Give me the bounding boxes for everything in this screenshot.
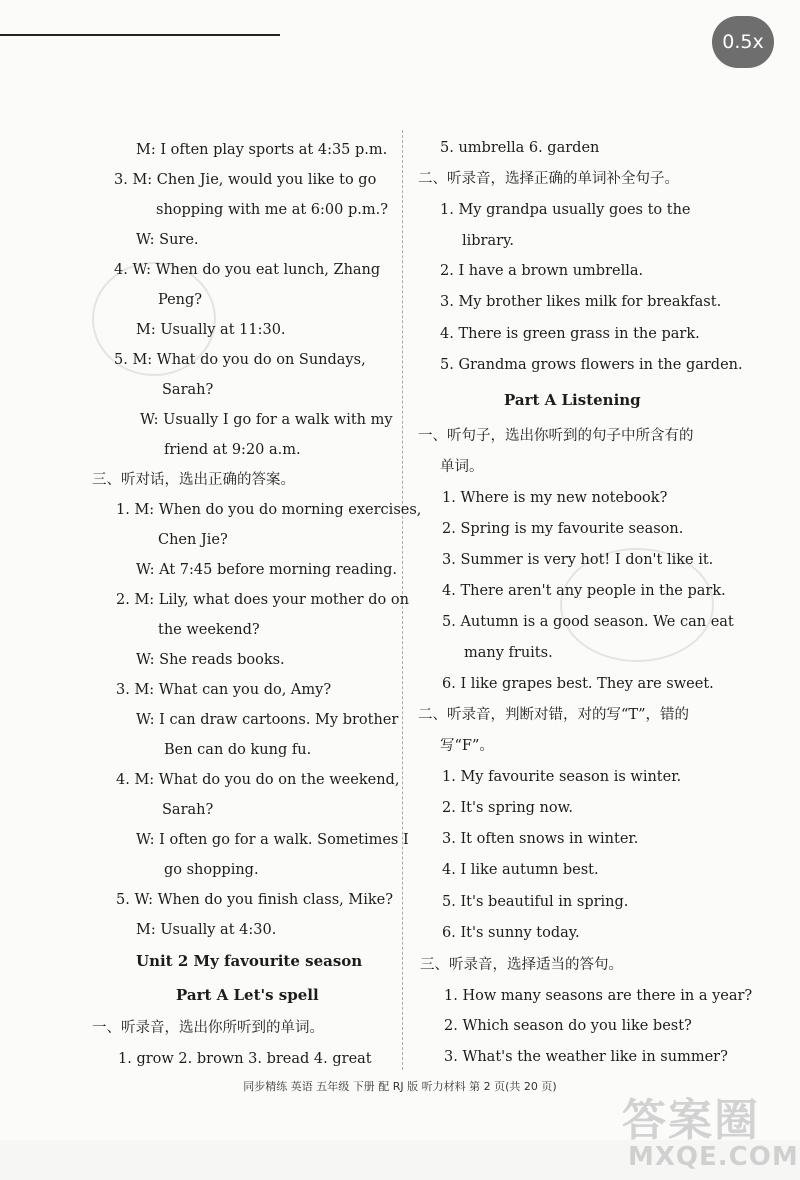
right-line: 3. What's the weather like in summer? xyxy=(444,1049,728,1065)
left-line: 4. W: When do you eat lunch, Zhang xyxy=(114,262,381,278)
section-heading: 三、听对话，选出正确的答案。 xyxy=(92,472,295,488)
left-line: M: I often play sports at 4:35 p.m. xyxy=(136,142,388,158)
right-line: 5. Autumn is a good season. We can eat xyxy=(442,614,734,630)
right-line: 5. Grandma grows flowers in the garden. xyxy=(440,357,743,373)
left-line: 2. M: Lily, what does your mother do on xyxy=(116,592,409,608)
left-line: the weekend? xyxy=(158,622,260,638)
left-line: 1. grow 2. brown 3. bread 4. great xyxy=(118,1051,372,1067)
left-line: Sarah? xyxy=(162,802,214,818)
left-line: Peng? xyxy=(158,292,203,308)
watermark-site: MXQE.COM xyxy=(628,1142,799,1172)
left-line: Sarah? xyxy=(162,382,214,398)
left-line: 3. M: Chen Jie, would you like to go xyxy=(114,172,377,188)
section-heading: 单词。 xyxy=(440,459,484,475)
left-line: 5. W: When do you finish class, Mike? xyxy=(116,892,394,908)
section-heading: 二、听录音，判断对错，对的写“T”，错的 xyxy=(418,707,689,723)
section-heading: 写“F”。 xyxy=(440,738,494,754)
right-line: 3. Summer is very hot! I don't like it. xyxy=(442,552,714,568)
left-line: M: Usually at 4:30. xyxy=(136,922,277,938)
left-line: W: Sure. xyxy=(136,232,199,248)
left-line: shopping with me at 6:00 p.m.? xyxy=(156,202,388,218)
right-line: 5. It's beautiful in spring. xyxy=(442,894,629,910)
section-heading: 一、听句子，选出你听到的句子中所含有的 xyxy=(418,428,694,444)
right-line: 1. My grandpa usually goes to the xyxy=(440,202,691,218)
right-line: 1. How many seasons are there in a year? xyxy=(444,988,753,1004)
right-line: 1. Where is my new notebook? xyxy=(442,490,668,506)
part-title: Part A Listening xyxy=(504,391,641,409)
left-line: W: Usually I go for a walk with my xyxy=(140,412,393,428)
unit-title: Unit 2 My favourite season xyxy=(136,952,363,970)
right-line: library. xyxy=(462,233,514,249)
left-line: Ben can do kung fu. xyxy=(164,742,312,758)
left-line: go shopping. xyxy=(164,862,259,878)
section-heading: 一、听录音，选出你所听到的单词。 xyxy=(92,1020,324,1036)
part-title: Part A Let's spell xyxy=(176,986,319,1004)
section-heading: 三、听录音，选择适当的答句。 xyxy=(420,957,623,973)
right-line: 6. It's sunny today. xyxy=(442,925,580,941)
left-line: friend at 9:20 a.m. xyxy=(164,442,301,458)
right-line: many fruits. xyxy=(464,645,553,661)
left-line: W: At 7:45 before morning reading. xyxy=(136,562,397,578)
right-line: 2. I have a brown umbrella. xyxy=(440,263,644,279)
left-line: 3. M: What can you do, Amy? xyxy=(116,682,332,698)
left-line: 1. M: When do you do morning exercises, xyxy=(116,502,422,518)
right-line: 5. umbrella 6. garden xyxy=(440,140,600,156)
page-footer: 同步精练 英语 五年级 下册 配 RJ 版 听力材料 第 2 页(共 20 页) xyxy=(243,1080,557,1093)
section-heading: 二、听录音，选择正确的单词补全句子。 xyxy=(418,171,679,187)
zoom-level-button[interactable]: 0.5x xyxy=(712,16,774,68)
left-line: 5. M: What do you do on Sundays, xyxy=(114,352,366,368)
right-line: 2. Spring is my favourite season. xyxy=(442,521,684,537)
left-line: 4. M: What do you do on the weekend, xyxy=(116,772,400,788)
right-line: 2. It's spring now. xyxy=(442,800,573,816)
left-line: M: Usually at 11:30. xyxy=(136,322,286,338)
right-line: 6. I like grapes best. They are sweet. xyxy=(442,676,714,692)
right-line: 2. Which season do you like best? xyxy=(444,1018,692,1034)
left-line: W: I often go for a walk. Sometimes I xyxy=(136,832,409,848)
right-line: 3. It often snows in winter. xyxy=(442,831,639,847)
left-line: Chen Jie? xyxy=(158,532,228,548)
left-line: W: I can draw cartoons. My brother xyxy=(136,712,399,728)
right-line: 4. There is green grass in the park. xyxy=(440,326,700,342)
right-line: 4. There aren't any people in the park. xyxy=(442,583,726,599)
top-rule xyxy=(0,34,280,36)
right-line: 3. My brother likes milk for breakfast. xyxy=(440,294,722,310)
right-line: 4. I like autumn best. xyxy=(442,862,599,878)
watermark-logo: 答案圈 xyxy=(622,1095,760,1146)
right-line: 1. My favourite season is winter. xyxy=(442,769,682,785)
left-line: W: She reads books. xyxy=(136,652,285,668)
